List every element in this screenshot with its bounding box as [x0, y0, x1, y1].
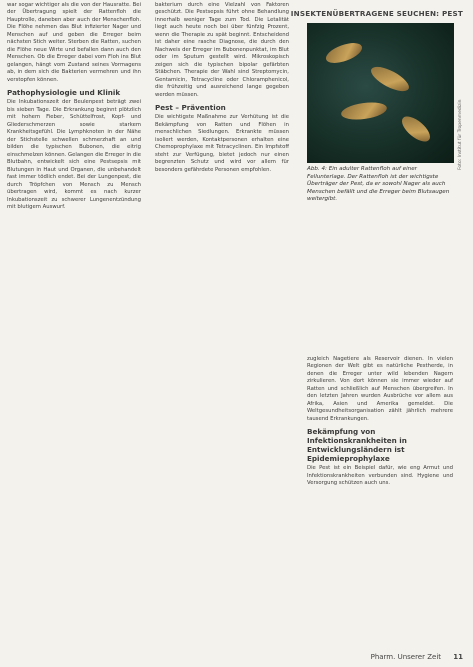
section-heading: Pathophysiologie und Klinik — [7, 88, 121, 98]
paragraph: bakterium durch eine Vielzahl von Faktoren geschützt. Die Pestsepsis führt ohne Behandlung innerhalb weniger Tage zum Tod. Die Letalität liegt auch heute noch bei über fünfzig Prozent, wenn die Therapie zu spät beginnt. Entscheidend ist daher eine rasche Diagnose, die durch den Nachweis der Erreger im Bubonenpunktat, im Blut oder im Sputum gestellt wird. Mikroskopisch zeigen sich die typischen bipolar gefärbten Stäbchen. Therapie der Wahl sind Streptomycin, Gentamicin, Tetracycline oder Chloramphenicol, die frühzeitig und ausreichend lange gegeben werden müssen. — [155, 2, 289, 98]
text-column-1 — [7, 2, 141, 642]
text-column-3 — [307, 356, 453, 634]
section-heading: Pest – Prävention — [155, 103, 226, 113]
flea-shape — [398, 112, 434, 146]
text-column-2 — [155, 2, 289, 642]
page-footer — [371, 653, 463, 661]
paragraph: zugleich Nagetiere als Reservoir dienen. In vielen Regionen der Welt gibt es natürliche Pestherde, in denen die Erreger unter wild lebenden Nagern zirkulieren. Von dort können sie immer wieder auf Ratten und schließlich auf Menschen übergreifen. In den letzten Jahren wurden Ausbrüche vor allem aus Afrika, Asien und Amerika gemeldet. Die Weltgesundheitsorganisation zählt jährlich mehrere tausend Erkrankungen. — [307, 356, 453, 422]
flea-shape — [323, 39, 364, 67]
figure-caption: Abb. 4: Ein adulter Rattenfloh auf einer Fellunterlage. Der Rattenfloh ist der wichtigste Überträger der Pest, da er sowohl Nager als auch Menschen befällt und die Erreger beim Blutsaugen weitergibt. — [307, 166, 450, 203]
section-heading: Bekämpfung von Infektionskrankheiten in Entwicklungsländern ist Epidemieprophylaxe — [307, 427, 407, 464]
photo-credit: Foto: Institut für Tropenmedizin — [458, 99, 463, 170]
paragraph: war sogar wichtiger als die von der Hausratte. Bei der Übertragung spielt der Rattenfloh die Hauptrolle, daneben aber auch der Menschenfloh. Die Flöhe nehmen das Blut infizierter Nager und Menschen auf und geben die Erreger beim nächsten Stich weiter. Sterben die Ratten, suchen die Flöhe neue Wirte und befallen dann auch den Menschen. Ob die Erreger dabei vom Floh ins Blut gelangen, hängt vom Zustand seines Vormagens ab, in dem sich die Bakterien vermehren und ihn verstopfen können. — [7, 2, 141, 83]
running-header: INSEKTENÜBERTRAGENE SEUCHEN: PEST — [290, 9, 463, 18]
paragraph: Die wichtigste Maßnahme zur Verhütung ist die Bekämpfung von Ratten und Flöhen in menschlichen Siedlungen. Erkrankte müssen isoliert werden, Kontaktpersonen erhalten eine Chemoprophylaxe mit Tetracyclinen. Ein Impfstoff steht zur Verfügung, bietet jedoch nur einen begrenzten Schutz und wird vor allem für besonders gefährdete Personen empfohlen. — [155, 114, 289, 173]
paragraph: Die Pest ist ein Beispiel dafür, wie eng Armut und Infektionskrankheiten verbunden sind. Hygiene und Versorgung schützen auch uns. — [307, 465, 453, 487]
flea-shape — [340, 100, 388, 122]
flea-photo — [307, 23, 454, 163]
journal-name: Pharm. Unserer Zeit — [370, 653, 442, 661]
page-number: 11 — [453, 653, 463, 661]
flea-shape — [368, 62, 413, 96]
paragraph: Die Inkubationszeit der Beulenpest beträgt zwei bis sieben Tage. Die Erkrankung beginnt plötzlich mit hohem Fieber, Schüttelfrost, Kopf- und Gliederschmerzen sowie starkem Krankheitsgefühl. Die Lymphknoten in der Nähe der Stichstelle schwellen schmerzhaft an und bilden die typischen Bubonen, die eitrig einschmelzen können. Gelangen die Erreger in die Blutbahn, entwickelt sich eine Pestsepsis mit Blutungen in Haut und Organen, die unbehandelt fast immer tödlich endet. Bei der Lungenpest, die durch Tröpfchen von Mensch zu Mensch übertragen wird, kommt es nach kurzer Inkubationszeit zu schwerer Lungenentzündung mit blutigem Auswurf. — [7, 99, 141, 211]
